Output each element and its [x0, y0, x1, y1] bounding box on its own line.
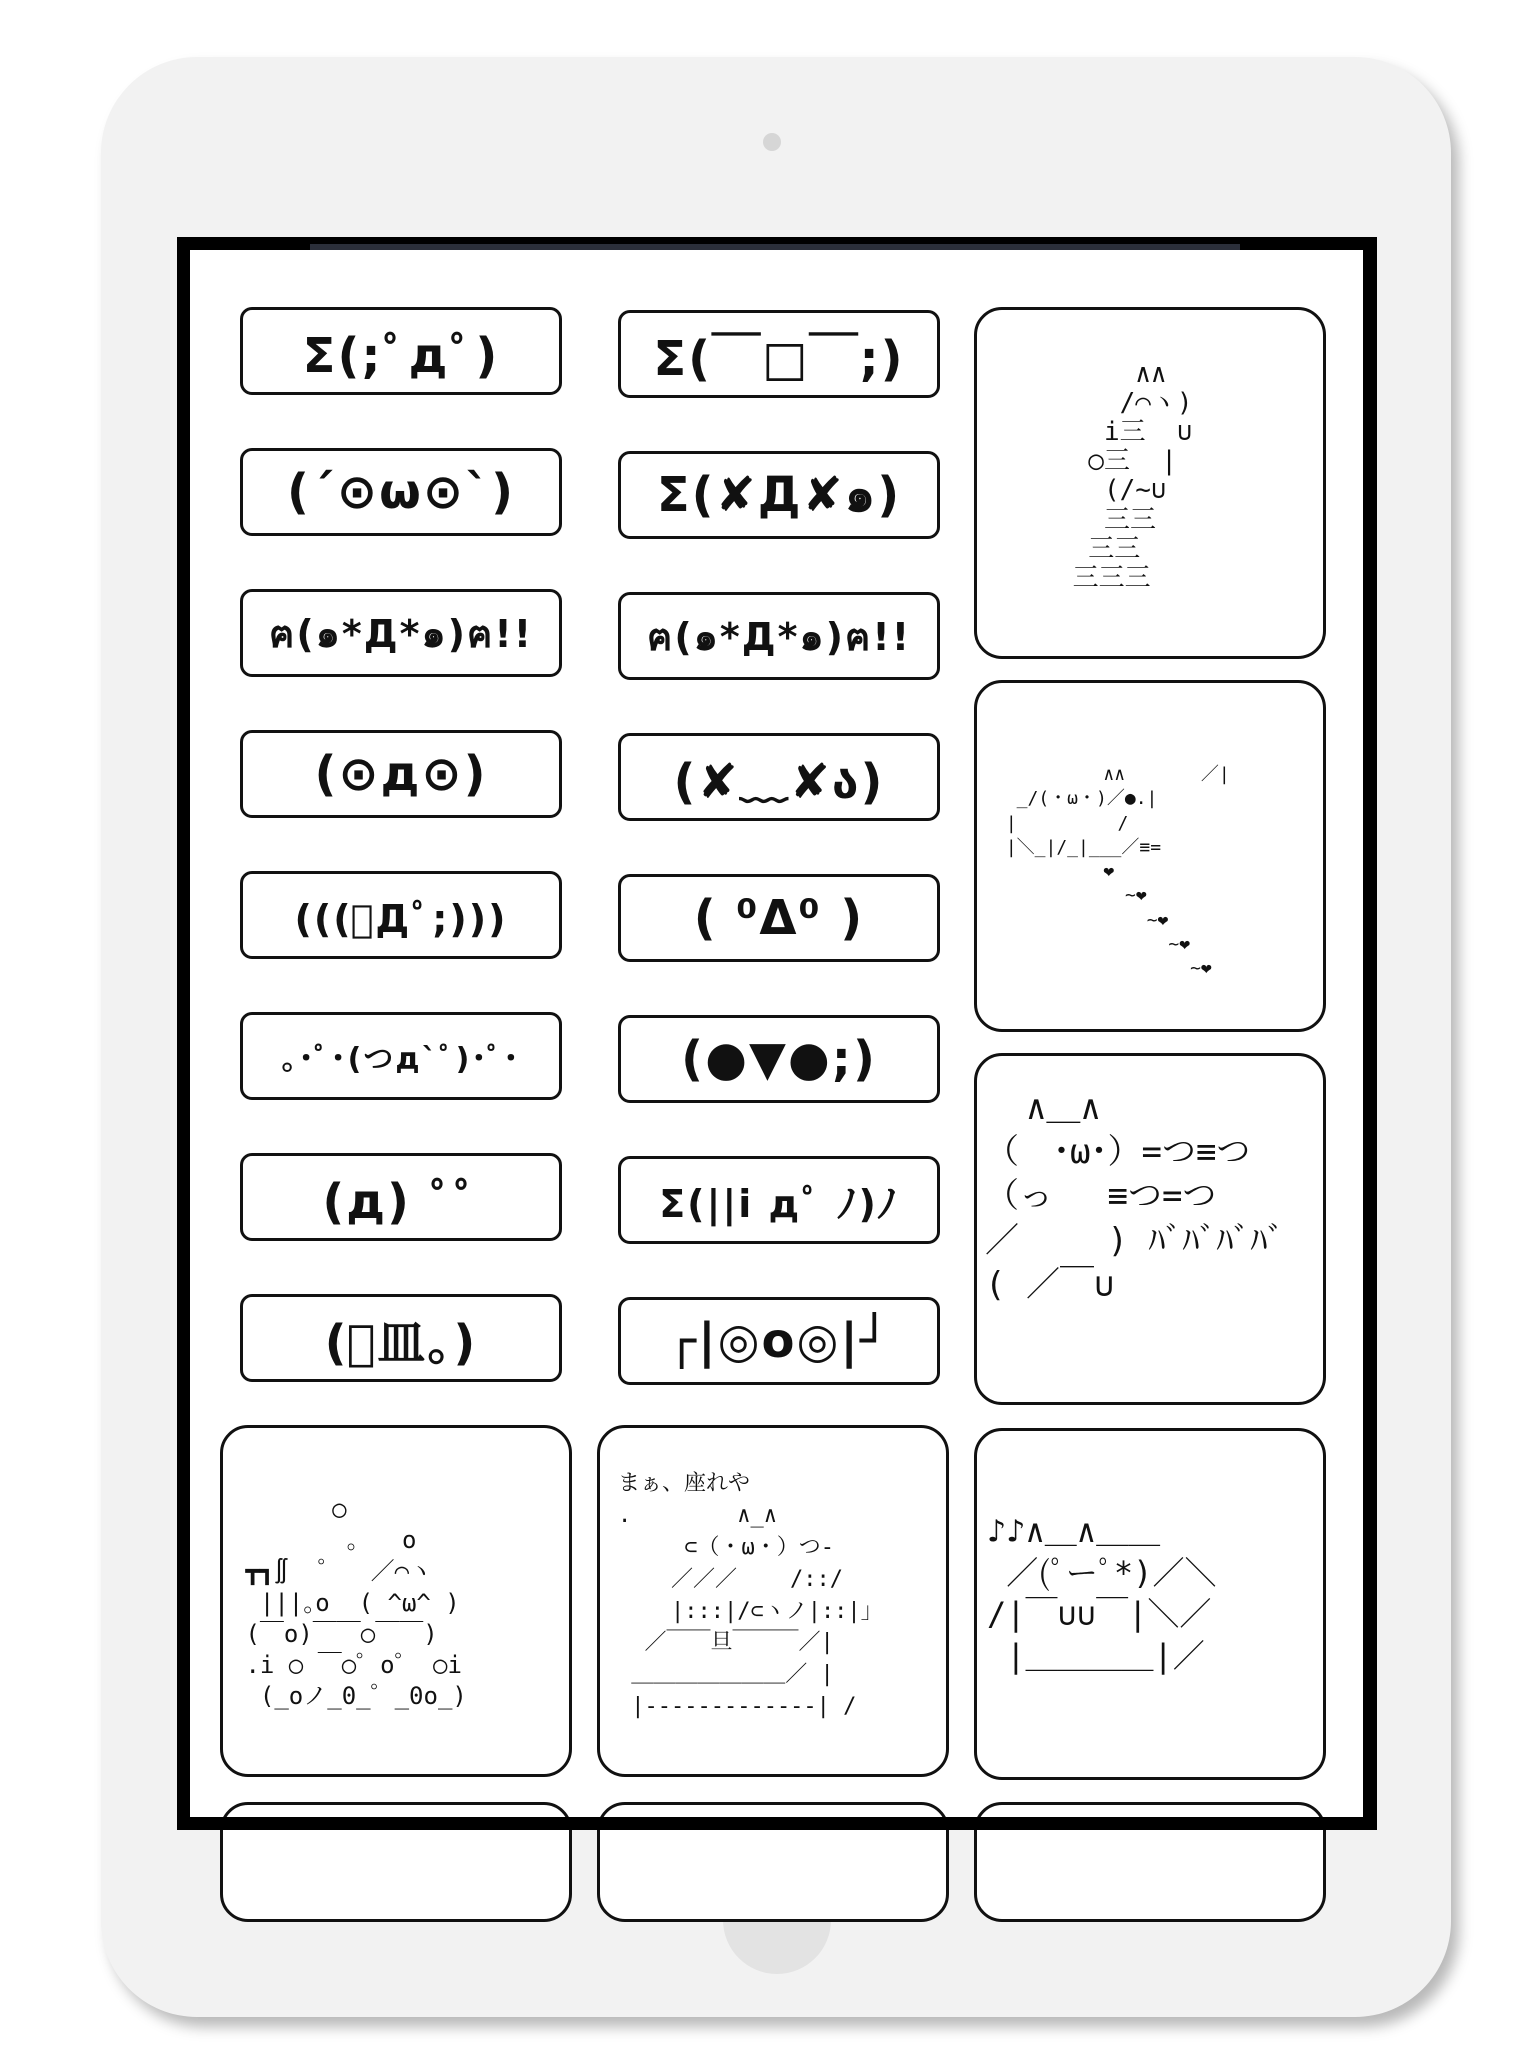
kaomoji-button[interactable]: (✘﹏✘ა) [618, 733, 940, 821]
kaomoji-button[interactable]: (((ﾟДﾟ;))) [240, 871, 562, 959]
ascii-art-card[interactable] [220, 1425, 572, 1777]
kaomoji-button[interactable]: (●▼●;) [618, 1015, 940, 1103]
kaomoji-button[interactable]: ( ⁰Δ⁰ ) [618, 874, 940, 962]
kaomoji-button[interactable]: ฅ(๑*Д*๑)ฅ!! [240, 589, 562, 677]
ascii-art-text: ♪♪∧＿∧＿＿ ／(ﾟーﾟ*)／＼ /|￣∪∪￣|＼／ |＿＿＿＿|／ [987, 1512, 1217, 1675]
ascii-art-text: ∧＿∧ （ ･ω･）=つ≡つ （っ ≡つ=つ ／ ) ﾊﾞﾊﾞﾊﾞﾊﾞ ( ／￣∪ [985, 1088, 1285, 1305]
ascii-art-card[interactable] [974, 307, 1326, 659]
ascii-art-text: ∧∧ ／| _/(・ω・)／●.| | / |＼_|/_|___／≡= ❤ ~❤ ~❤ ~❤ ~❤ [1005, 764, 1230, 980]
ascii-art-card[interactable] [597, 1425, 949, 1777]
kaomoji-button[interactable]: (д) ﾟﾟ [240, 1153, 562, 1241]
kaomoji-button[interactable]: Σ(;ﾟдﾟ) [240, 307, 562, 395]
kaomoji-button[interactable]: (´⊙ω⊙`) [240, 448, 562, 536]
ascii-art-text: ○ ｡ o ┳┓∬ ゜ ／⌒ヽ |||｡o ( ^ω^ ) (￣o)￣￣○￣￣) .i ○ ￣○゜o゜ ○i (_oノ_0_゜_0o_) [245, 1495, 467, 1711]
screen-bezel-bottom [177, 1817, 1377, 1830]
camera-dot [763, 133, 781, 151]
kaomoji-button[interactable]: ┌|◎o◎|┘ [618, 1297, 940, 1385]
kaomoji-button[interactable]: (⊙д⊙) [240, 730, 562, 818]
kaomoji-button[interactable]: ｡･ﾟ･(つд`ﾟ)･ﾟ･ [240, 1012, 562, 1100]
kaomoji-button[interactable]: Σ(￣□￣;) [618, 310, 940, 398]
ascii-art-card[interactable] [974, 1428, 1326, 1780]
ascii-art-card[interactable] [974, 1053, 1326, 1405]
ascii-art-text: まぁ、座れや . ∧_∧ ⊂（・ω・）つ- ／／／ /::/ |:::|/⊂ヽノ|::|」 ／￣￣旦￣￣￣／| ＿＿＿＿＿＿＿／ | |-------------| / [618, 1471, 883, 1720]
kaomoji-button[interactable]: Σ(||i дﾟ ﾉ)ﾉ [618, 1156, 940, 1244]
scrollbar[interactable] [1363, 250, 1375, 1817]
kaomoji-button[interactable]: (ﾟ皿｡) [240, 1294, 562, 1382]
ascii-art-card[interactable] [974, 680, 1326, 1032]
ascii-art-text: ∧∧ /⌒ヽ) i三 ∪ ○三 | (/~∪ 三三 三三 三三三 [1072, 359, 1193, 593]
kaomoji-button[interactable]: ฅ(๑*Д*๑)ฅ!! [618, 592, 940, 680]
kaomoji-button[interactable]: Σ(✘Д✘๑) [618, 451, 940, 539]
